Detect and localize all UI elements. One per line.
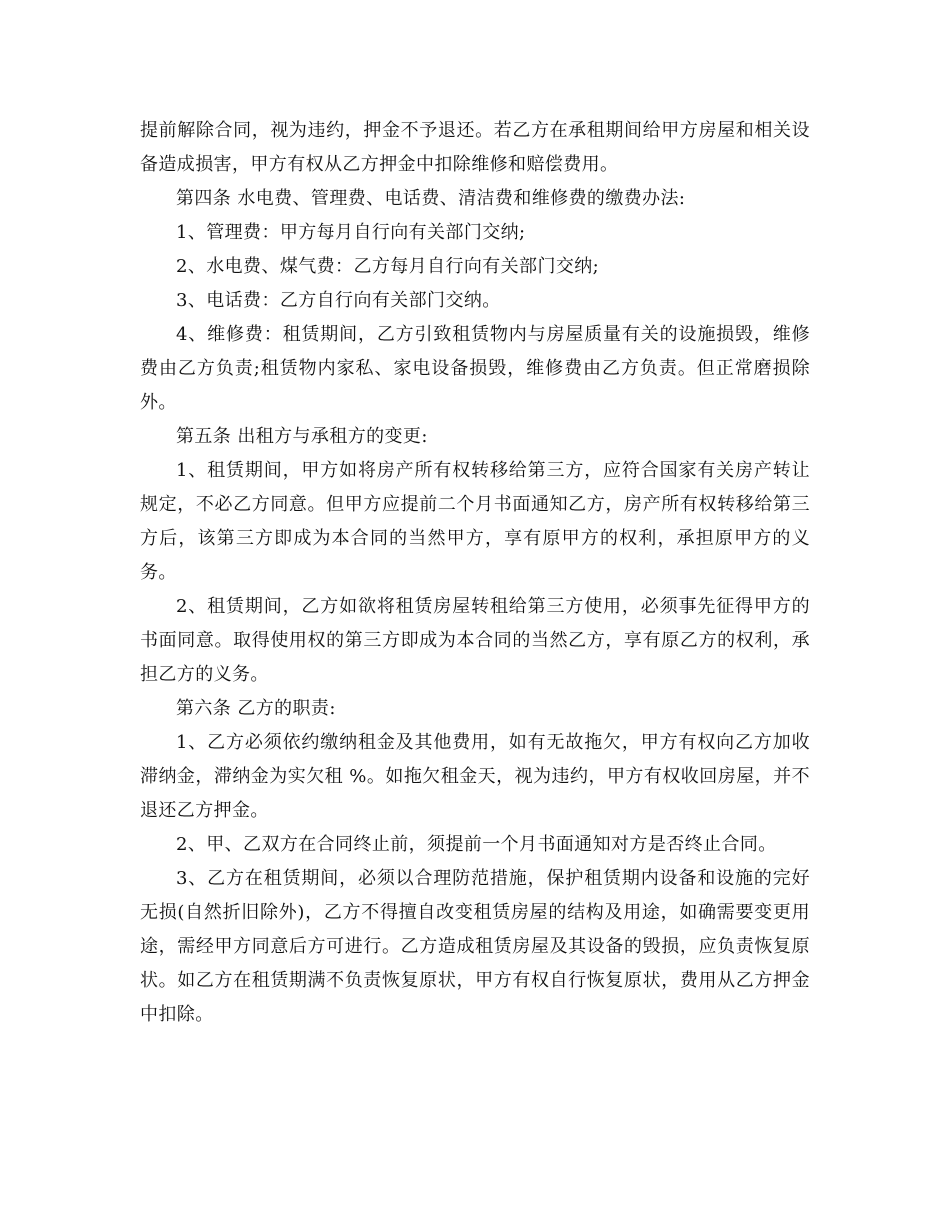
article-6-heading: 第六条 乙方的职责: <box>176 698 336 719</box>
article-4-heading: 第四条 水电费、管理费、电话费、清洁费和维修费的缴费办法: <box>176 188 686 209</box>
article-5-item-1: 1、租赁期间，甲方如将房产所有权转移给第三方，应符合国家有关房产转让规定，不必乙方同意。但甲方应提前二个月书面通知乙方，房产所有权转移给第三方后，该第三方即成为本合同的当然甲方，享有原甲方的权利，承担原甲方的义务。 <box>140 460 810 583</box>
article-4-item-3: 3、电话费：乙方自行向有关部门交纳。 <box>176 290 501 311</box>
article-5-heading: 第五条 出租方与承租方的变更: <box>176 426 428 447</box>
article-5-item-2: 2、租赁期间，乙方如欲将租赁房屋转租给第三方使用，必须事先征得甲方的书面同意。取得使用权的第三方即成为本合同的当然乙方，享有原乙方的权利，承担乙方的义务。 <box>140 596 810 685</box>
article-4-item-1: 1、管理费：甲方每月自行向有关部门交纳; <box>176 222 526 243</box>
document-body <box>140 114 810 1032</box>
paragraph-1: 提前解除合同，视为违约，押金不予退还。若乙方在承租期间给甲方房屋和相关设备造成损害，甲方有权从乙方押金中扣除维修和赔偿费用。 <box>140 120 810 175</box>
article-4-item-2: 2、水电费、煤气费：乙方每月自行向有关部门交纳; <box>176 256 600 277</box>
article-6-item-2: 2、甲、乙双方在合同终止前，须提前一个月书面通知对方是否终止合同。 <box>176 834 777 855</box>
article-6-item-1: 1、乙方必须依约缴纳租金及其他费用，如有无故拖欠，甲方有权向乙方加收滞纳金，滞纳金为实欠租 %。如拖欠租金天，视为违约，甲方有权收回房屋，并不退还乙方押金。 <box>140 732 810 821</box>
article-4-item-4: 4、维修费：租赁期间，乙方引致租赁物内与房屋质量有关的设施损毁，维修费由乙方负责;租赁物内家私、家电设备损毁，维修费由乙方负责。但正常磨损除外。 <box>140 324 810 413</box>
article-6-item-3: 3、乙方在租赁期间，必须以合理防范措施，保护租赁期内设备和设施的完好无损(自然折旧除外)，乙方不得擅自改变租赁房屋的结构及用途，如确需要变更用途，需经甲方同意后方可进行。乙方造成租赁房屋及其设备的毁损，应负责恢复原状。如乙方在租赁期满不负责恢复原状，甲方有权自行恢复原状，费用从乙方押金中扣除。 <box>140 868 810 1025</box>
